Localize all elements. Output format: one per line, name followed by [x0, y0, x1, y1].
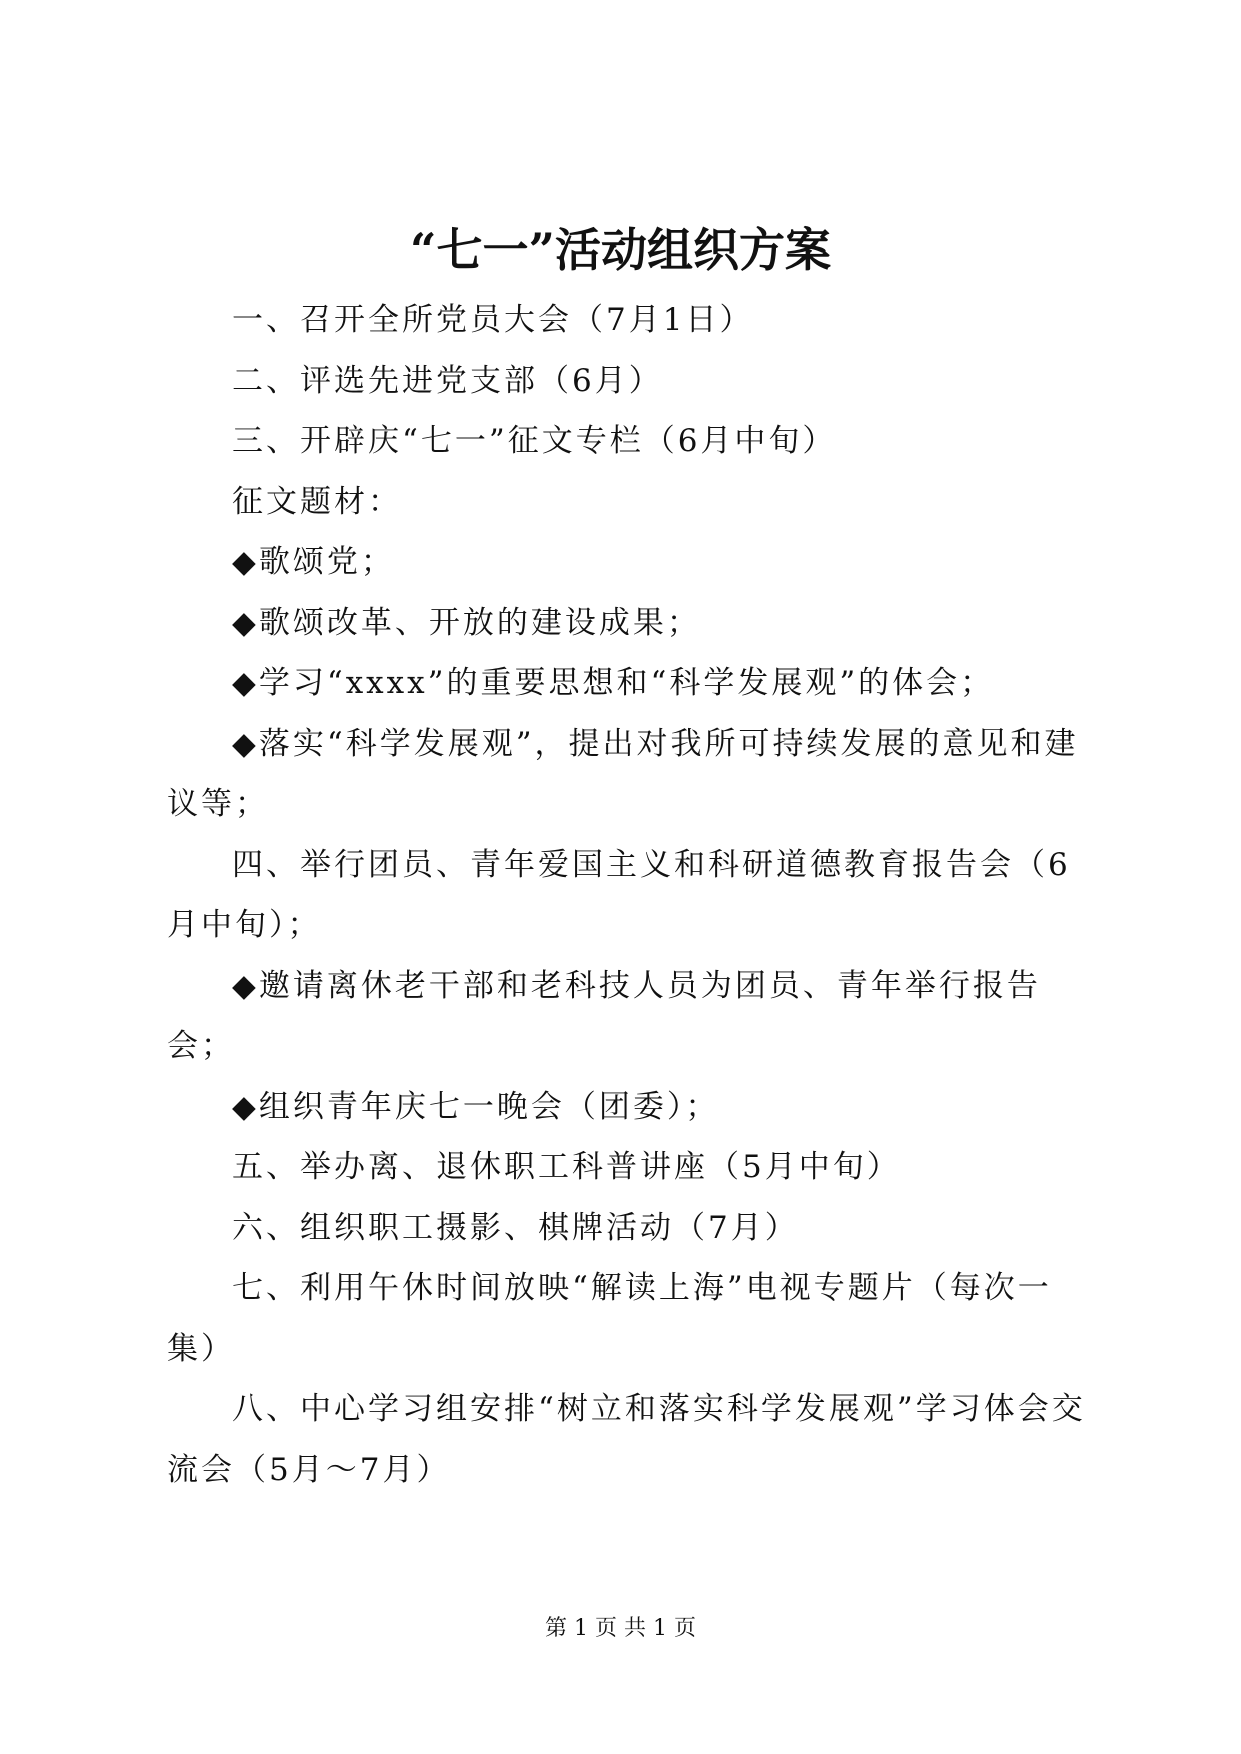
paragraph-6: ◆歌颂改革、开放的建设成果；	[232, 604, 701, 641]
paragraph-9: 四、举行团员、青年爱国主义和科研道德教育报告会（6月中旬）；	[167, 846, 1071, 943]
paragraph-14: 七、利用午休时间放映“解读上海”电视专题片（每次一集）	[167, 1270, 1052, 1367]
paragraph-5: ◆歌颂党；	[232, 544, 395, 580]
paragraph-2: 二、评选先进党支部（6月）	[232, 362, 663, 399]
paragraph-12: 五、举办离、退休职工科普讲座（5月中旬）	[232, 1149, 901, 1185]
paragraph-1: 一、召开全所党员大会（7月1日）	[232, 302, 754, 338]
paragraph-8: ◆落实“科学发展观”，提出对我所可持续发展的意见和建议等；	[167, 725, 1079, 822]
paragraph-11: ◆组织青年庆七一晚会（团委）；	[232, 1088, 720, 1125]
paragraph-3: 三、开辟庆“七一”征文专栏（6月中旬）	[232, 423, 837, 459]
document-body	[167, 290, 1087, 1500]
paragraph-13: 六、组织职工摄影、棋牌活动（7月）	[232, 1209, 799, 1246]
paragraph-4: 征文题材：	[232, 483, 402, 520]
paragraph-7: ◆学习“xxxx”的重要思想和“科学发展观”的体会；	[232, 665, 995, 701]
document-title: “七一”活动组织方案	[410, 223, 831, 277]
page-footer: 第 1 页 共 1 页	[545, 1616, 696, 1641]
paragraph-10: ◆邀请离休老干部和老科技人员为团员、青年举行报告会；	[167, 967, 1041, 1064]
paragraph-15: 八、中心学习组安排“树立和落实科学发展观”学习体会交流会（5月～7月）	[167, 1391, 1086, 1488]
